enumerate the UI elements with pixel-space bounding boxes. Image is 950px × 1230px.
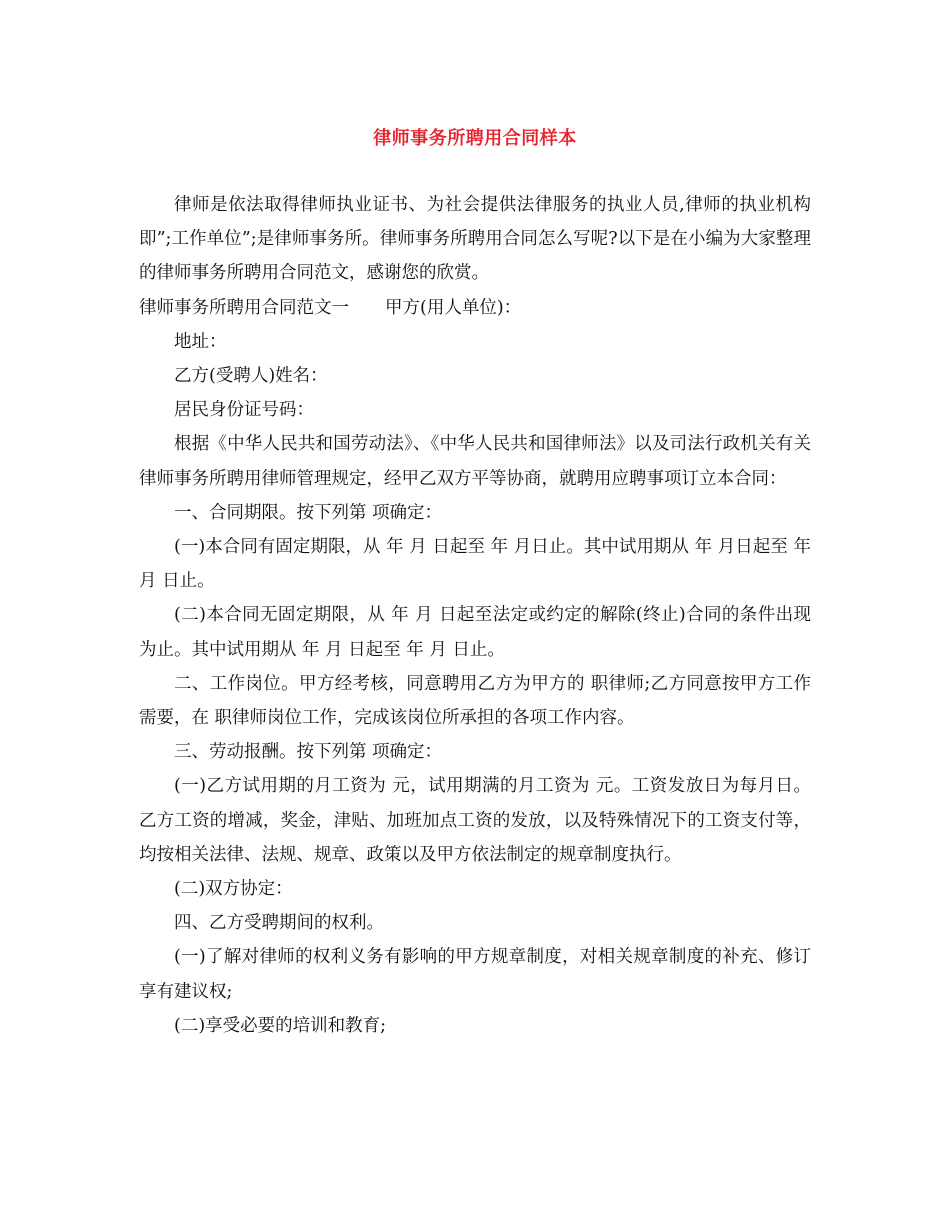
section-1-item-2: (二)本合同无固定期限，从 年 月 日起至法定或约定的解除(终止)合同的条件出现为止。其中试用期从 年 月 日起至 年 月 日止。 — [139, 605, 811, 660]
intro-paragraph: 律师是依法取得律师执业证书、为社会提供法律服务的执业人员,律师的执业机构即”;工作单位”;是律师事务所。律师事务所聘用合同怎么写呢?以下是在小编为大家整理的律师事务所聘用合同范文，感谢您的欣赏。 — [139, 195, 811, 284]
section-4-item-2: (二)享受必要的培训和教育; — [174, 1015, 387, 1036]
section-3-heading: 三、劳动报酬。按下列第 项确定： — [174, 742, 443, 763]
section-4-heading: 四、乙方受聘期间的权利。 — [174, 913, 384, 934]
party-a-label: 甲方(用人单位)： — [385, 297, 522, 318]
document-title: 律师事务所聘用合同样本 — [373, 128, 577, 149]
section-3-item-2: (二)双方协定： — [174, 879, 293, 900]
section-2-paragraph: 二、工作岗位。甲方经考核，同意聘用乙方为甲方的 职律师;乙方同意按甲方工作需要，在 职律师岗位工作，完成该岗位所承担的各项工作内容。 — [139, 673, 811, 729]
basis-paragraph: 根据《中华人民共和国劳动法》、《中华人民共和国律师法》以及司法行政机关有关律师事务所聘用律师管理规定，经甲乙双方平等协商，就聘用应聘事项订立本合同： — [139, 434, 811, 489]
sample-heading: 律师事务所聘用合同范文一 — [139, 297, 349, 318]
address-label: 地址： — [174, 331, 227, 352]
section-1-heading: 一、合同期限。按下列第 项确定： — [174, 502, 443, 523]
section-4-item-1: (一)了解对律师的权利义务有影响的甲方规章制度，对相关规章制度的补充、修订享有建议权; — [139, 947, 811, 1002]
id-number-label: 居民身份证号码： — [174, 400, 314, 421]
sample-heading-line — [139, 291, 811, 325]
section-3-item-1: (一)乙方试用期的月工资为 元，试用期满的月工资为 元。工资发放日为每月日。乙方工资的增减，奖金，津贴、加班加点工资的发放，以及特殊情况下的工资支付等，均按相关法律、法规、规章、政策以及甲方依法制定的规章制度执行。 — [139, 776, 811, 865]
document-body — [139, 188, 811, 1043]
party-b-label: 乙方(受聘人)姓名： — [174, 366, 328, 387]
section-1-item-1: (一)本合同有固定期限，从 年 月 日起至 年 月日止。其中试用期从 年 月日起至 年 月 日止。 — [139, 537, 811, 592]
